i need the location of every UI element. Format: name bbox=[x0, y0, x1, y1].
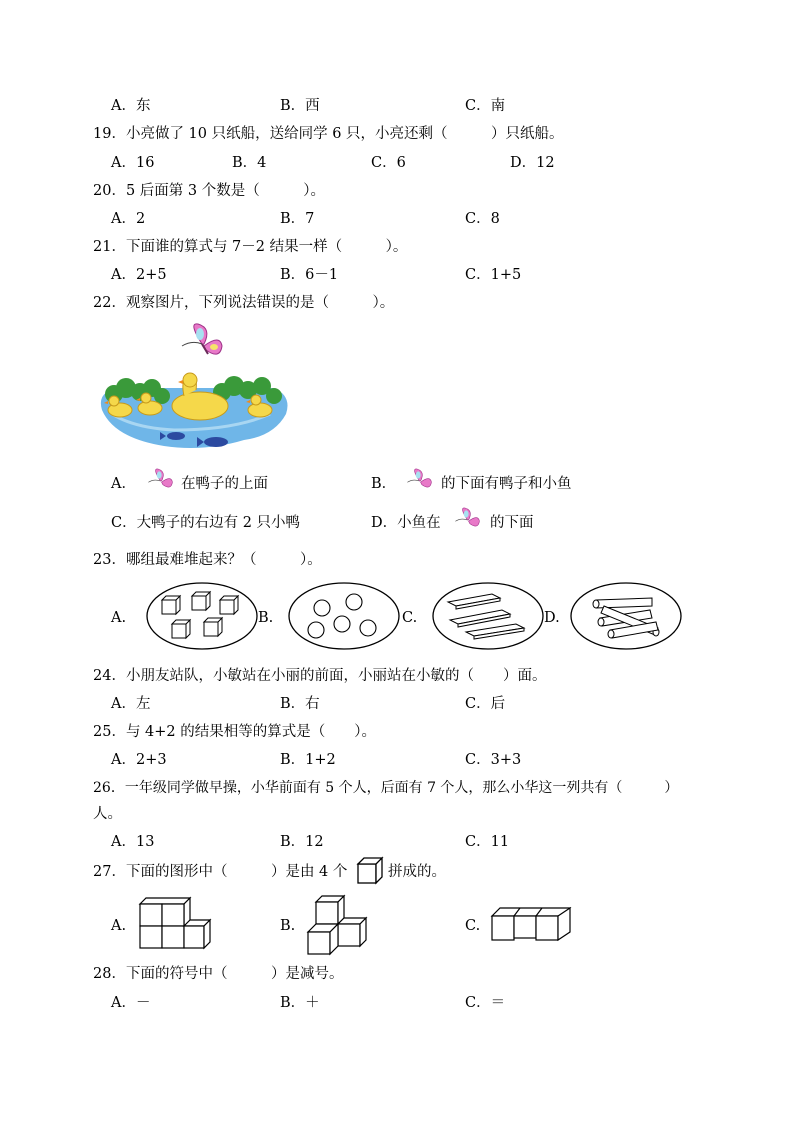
q22-option-c[interactable]: C．大鸭子的右边有 2 只小鸭 bbox=[111, 515, 301, 531]
boards-group-image bbox=[432, 582, 544, 650]
q21-option-b[interactable]: B．6－1 bbox=[280, 267, 339, 283]
q28-option-b[interactable]: B．＋ bbox=[280, 995, 320, 1011]
q21-stem: 21．下面谁的算式与 7－2 结果一样（ ）。 bbox=[93, 239, 408, 255]
q28-option-a[interactable]: A．－ bbox=[111, 995, 151, 1011]
q23-option-c[interactable]: C. bbox=[402, 610, 418, 626]
q23-option-a[interactable]: A. bbox=[111, 610, 127, 626]
q19-option-c[interactable]: C．6 bbox=[371, 155, 406, 171]
q23-stem: 23．哪组最难堆起来？（ ）。 bbox=[93, 552, 322, 568]
cubes-group-image bbox=[146, 582, 258, 650]
butterfly-icon bbox=[453, 505, 483, 535]
cube-shape-b-image bbox=[306, 894, 368, 956]
q19-option-a[interactable]: A．16 bbox=[111, 155, 155, 171]
q22-option-d-prefix[interactable]: D．小鱼在 bbox=[371, 515, 441, 531]
butterfly-icon bbox=[146, 466, 176, 496]
q23-option-d[interactable]: D. bbox=[544, 610, 560, 626]
q18-option-b[interactable]: B．西 bbox=[280, 98, 320, 114]
q22-option-a-text: 在鸭子的上面 bbox=[181, 476, 268, 492]
cube-shape-a-image bbox=[138, 896, 212, 950]
q28-stem: 28．下面的符号中（ ）是减号。 bbox=[93, 966, 344, 982]
q27-option-a[interactable]: A. bbox=[111, 918, 127, 934]
q18-option-c[interactable]: C．南 bbox=[465, 98, 506, 114]
q26-stem-line1: 26．一年级同学做早操，小华前面有 5 个人，后面有 7 个人，那么小华这一列共有（ ） bbox=[93, 780, 679, 796]
balls-group-image bbox=[288, 582, 400, 650]
q27-stem-suffix: 拼成的。 bbox=[388, 864, 446, 880]
q20-option-b[interactable]: B．7 bbox=[280, 211, 315, 227]
rods-group-image bbox=[570, 582, 682, 650]
q20-option-a[interactable]: A．2 bbox=[111, 211, 146, 227]
q25-option-c[interactable]: C．3+3 bbox=[465, 752, 522, 768]
q20-option-c[interactable]: C．8 bbox=[465, 211, 500, 227]
q27-stem-prefix: 27．下面的图形中（ ）是由 4 个 bbox=[93, 864, 348, 880]
q22-option-a-prefix[interactable]: A． bbox=[111, 476, 136, 492]
cube-shape-c-image bbox=[490, 906, 572, 946]
q27-option-b[interactable]: B. bbox=[280, 918, 296, 934]
q22-option-b-prefix[interactable]: B． bbox=[371, 476, 397, 492]
butterfly-icon bbox=[405, 466, 435, 496]
q25-option-b[interactable]: B．1+2 bbox=[280, 752, 336, 768]
q27-option-c[interactable]: C. bbox=[465, 918, 481, 934]
q23-option-b[interactable]: B. bbox=[258, 610, 274, 626]
q25-stem: 25．与 4+2 的结果相等的算式是（ ）。 bbox=[93, 724, 377, 740]
q22-stem: 22．观察图片，下列说法错误的是（ ）。 bbox=[93, 295, 395, 311]
q19-option-d[interactable]: D．12 bbox=[510, 155, 555, 171]
q26-option-b[interactable]: B．12 bbox=[280, 834, 324, 850]
q19-option-b[interactable]: B．4 bbox=[232, 155, 267, 171]
q21-option-c[interactable]: C．1+5 bbox=[465, 267, 522, 283]
q28-option-c[interactable]: C．＝ bbox=[465, 995, 506, 1011]
q24-stem: 24．小朋友站队，小敏站在小丽的前面，小丽站在小敏的（ ）面。 bbox=[93, 668, 547, 684]
q22-option-d-text: 的下面 bbox=[490, 515, 534, 531]
q24-option-b[interactable]: B．右 bbox=[280, 696, 320, 712]
q25-option-a[interactable]: A．2+3 bbox=[111, 752, 167, 768]
q20-stem: 20．5 后面第 3 个数是（ ）。 bbox=[93, 183, 325, 199]
butterfly-icon bbox=[178, 320, 228, 368]
q19-stem: 19．小亮做了 10 只纸船，送给同学 6 只，小亮还剩（ ）只纸船。 bbox=[93, 126, 564, 142]
q21-option-a[interactable]: A．2+5 bbox=[111, 267, 167, 283]
q26-stem-line2: 人。 bbox=[93, 806, 122, 822]
unit-cube-icon bbox=[357, 857, 383, 885]
q18-option-a[interactable]: A．东 bbox=[111, 98, 151, 114]
q26-option-a[interactable]: A．13 bbox=[111, 834, 155, 850]
q22-option-b-text: 的下面有鸭子和小鱼 bbox=[441, 476, 572, 492]
q26-option-c[interactable]: C．11 bbox=[465, 834, 510, 850]
q24-option-c[interactable]: C．后 bbox=[465, 696, 506, 712]
q24-option-a[interactable]: A．左 bbox=[111, 696, 151, 712]
